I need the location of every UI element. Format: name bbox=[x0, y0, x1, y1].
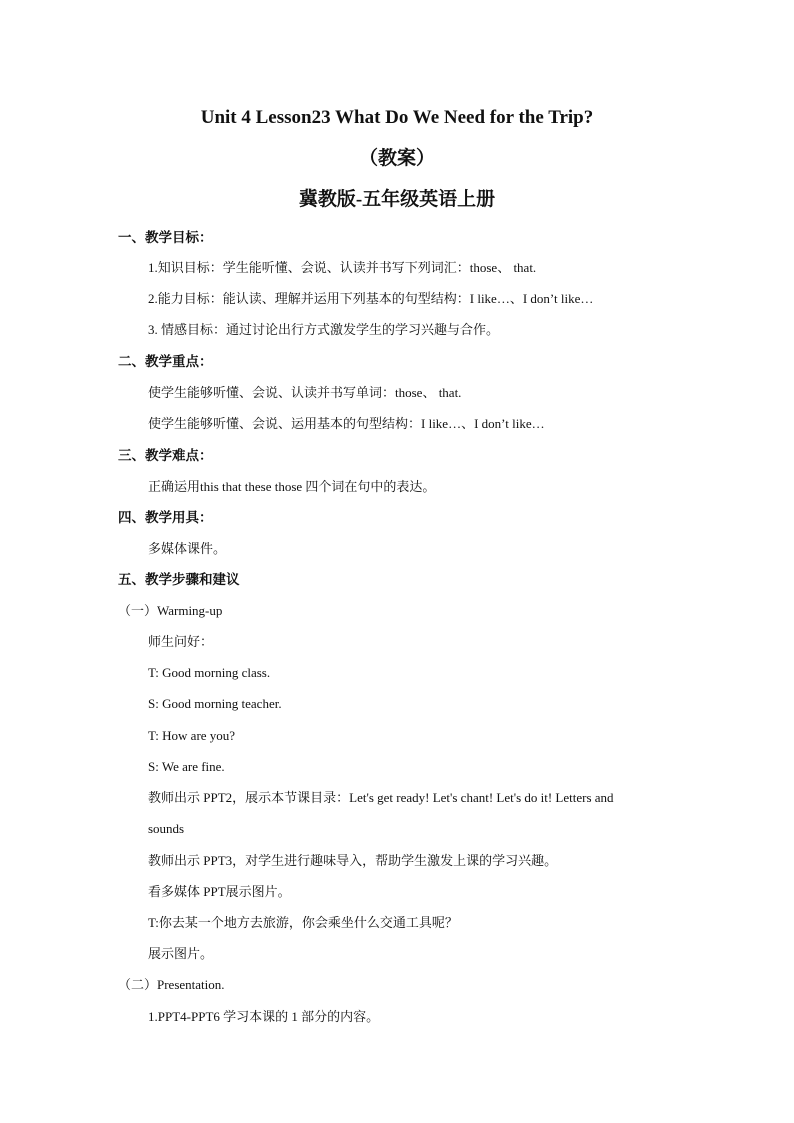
step-line: 师生问好： bbox=[148, 634, 214, 649]
goal-item-knowledge: 1.知识目标：学生能听懂、会说、认读并书写下列词汇：those、 that. bbox=[148, 260, 537, 275]
section-heading-difficulties: 三、教学难点： bbox=[118, 448, 213, 463]
section-heading-steps: 五、教学步骤和建议 bbox=[118, 572, 240, 587]
document-subtitle-lesson-plan: （教案） bbox=[358, 148, 435, 169]
goal-item-emotion: 3. 情感目标：通过讨论出行方式激发学生的学习兴趣与合作。 bbox=[148, 322, 500, 337]
step-line: 教师出示 PPT2，展示本节课目录：Let's get ready! Let's chant! Let's do it! Letters and bbox=[148, 790, 614, 805]
teaching-aid-item: 多媒体课件。 bbox=[148, 541, 227, 556]
part-heading-warming-up: （一）Warming-up bbox=[118, 603, 223, 618]
document-subtitle-textbook: 冀教版-五年级英语上册 bbox=[298, 189, 496, 210]
document-title: Unit 4 Lesson23 What Do We Need for the Trip? bbox=[200, 107, 594, 128]
step-line: T:你去某一个地方去旅游，你会乘坐什么交通工具呢？ bbox=[148, 915, 458, 930]
step-line: sounds bbox=[148, 821, 185, 836]
part-heading-presentation: （二）Presentation. bbox=[118, 977, 225, 992]
dialogue-line: S: Good morning teacher. bbox=[148, 696, 282, 711]
section-heading-key-points: 二、教学重点： bbox=[118, 354, 213, 369]
dialogue-line: S: We are fine. bbox=[148, 759, 225, 774]
step-line: 看多媒体 PPT展示图片。 bbox=[148, 884, 291, 899]
step-line: 1.PPT4-PPT6 学习本课的 1 部分的内容。 bbox=[148, 1009, 380, 1024]
difficulty-item: 正确运用this that these those 四个词在句中的表达。 bbox=[148, 479, 436, 494]
key-point-item: 使学生能够听懂、会说、运用基本的句型结构：I like…、I don’t like… bbox=[148, 416, 545, 431]
section-heading-teaching-aids: 四、教学用具： bbox=[118, 510, 213, 525]
step-line: 教师出示 PPT3，对学生进行趣味导入，帮助学生激发上课的学习兴趣。 bbox=[148, 853, 558, 868]
dialogue-line: T: How are you? bbox=[148, 728, 236, 743]
dialogue-line: T: Good morning class. bbox=[148, 665, 271, 680]
section-heading-teaching-goals: 一、教学目标： bbox=[118, 230, 213, 245]
goal-item-ability: 2.能力目标：能认读、理解并运用下列基本的句型结构：I like…、I don’t like… bbox=[148, 291, 594, 306]
key-point-item: 使学生能够听懂、会说、认读并书写单词：those、 that. bbox=[148, 385, 462, 400]
step-line: 展示图片。 bbox=[148, 946, 214, 961]
